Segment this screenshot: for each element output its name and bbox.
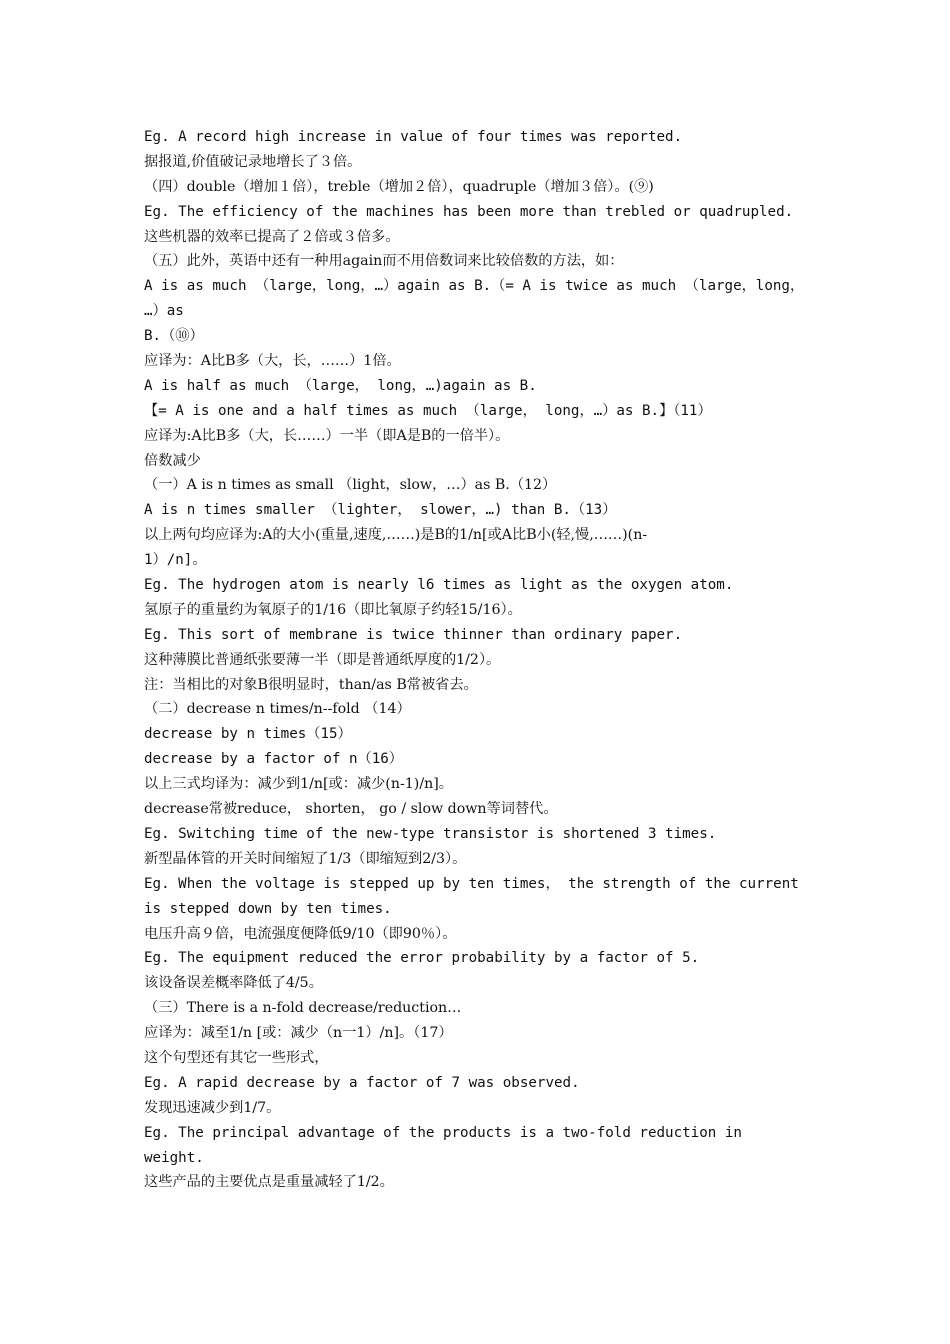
text-line: A is n times smaller （lighter， slower，…) than B.（13） [144,502,617,519]
text-line: A is half as much （large， long，…)again as B. [144,377,537,394]
text-line: 发现迅速减少到1/7。 [144,1099,281,1116]
text-line: 该设备误差概率降低了4/5。 [144,975,323,992]
text-line: 【= A is one and a half times as much （large， long，…）as B.】（11） [144,402,712,419]
text-line: 应译为:A比B多（大，长……）一半（即A是B的一倍半）。 [144,427,510,444]
text-line: 氢原子的重量约为氧原子的1/16（即比氧原子约轻15/16）。 [144,601,522,618]
text-line: Eg. The principal advantage of the products is a two-fold reduction in [144,1124,742,1141]
text-line: 这种薄膜比普通纸张要薄一半（即是普通纸厚度的1/2）。 [144,651,501,668]
text-line: Eg. The equipment reduced the error probability by a factor of 5. [144,950,700,967]
text-line: 这些机器的效率已提高了２倍或３倍多。 [144,228,400,245]
text-line: （三）There is a n-fold decrease/reduction… [144,1000,462,1017]
text-line: Eg. A rapid decrease by a factor of 7 was observed. [144,1074,580,1091]
text-line: （一）A is n times as small （light，slow，…）as B.（12） [144,477,557,494]
document-page [144,125,814,1195]
text-line: 新型晶体管的开关时间缩短了1/3（即缩短到2/3）。 [144,850,467,867]
text-line: 注：当相比的对象B很明显时，than/as B常被省去。 [144,676,478,693]
text-line: 应译为：减至1/n [或：减少（n一1）/n]。（17） [144,1025,453,1042]
text-line: Eg. The efficiency of the machines has been more than trebled or quadrupled. [144,203,794,220]
text-line: Eg. When the voltage is stepped up by ten times， the strength of the current [144,875,799,892]
text-line: 倍数减少 [144,452,201,469]
text-line: 这个句型还有其它一些形式， [144,1049,329,1066]
text-line: Eg. A record high increase in value of four times was reported. [144,129,683,145]
text-line: 以上三式均译为：减少到1/n[或：减少(n-1)/n]。 [144,776,453,793]
text-line: decrease by n times（15） [144,726,352,743]
text-line: …）as [144,303,184,320]
text-line: 1）/n]。 [144,552,207,569]
text-line: Eg. This sort of membrane is twice thinner than ordinary paper. [144,626,683,643]
text-line: B.（⑩） [144,328,204,345]
text-line: （四）double（增加１倍），treble（增加２倍），quadruple（增加３倍）。(⑨) [144,178,654,195]
text-line: is stepped down by ten times. [144,900,392,917]
text-line: 应译为：A比B多（大，长，……）1倍。 [144,353,401,370]
text-line: Eg. The hydrogen atom is nearly l6 times as light as the oxygen atom. [144,577,734,594]
text-line: weight. [144,1149,204,1166]
text-line: decrease常被reduce， shorten， go / slow down等词替代。 [144,801,558,818]
text-line: 这些产品的主要优点是重量减轻了1/2。 [144,1174,394,1191]
text-line: 电压升高９倍，电流强度便降低9/10（即90％）。 [144,925,457,942]
text-line: A is as much （large，long，…）again as B.（= A is twice as much （large，long， [144,278,805,295]
text-line: （五）此外，英语中还有一种用again而不用倍数词来比较倍数的方法，如： [144,253,624,270]
text-line: 据报道,价值破记录地增长了３倍。 [144,153,362,170]
text-line: Eg. Switching time of the new-type transistor is shortened 3 times. [144,825,717,842]
text-line: decrease by a factor of n（16） [144,751,403,768]
text-line: 以上两句均应译为:A的大小(重量,速度,……)是B的1/n[或A比B小(轻,慢,……)(n- [144,527,648,544]
text-line: （二）decrease n times/n--fold （14） [144,701,411,718]
